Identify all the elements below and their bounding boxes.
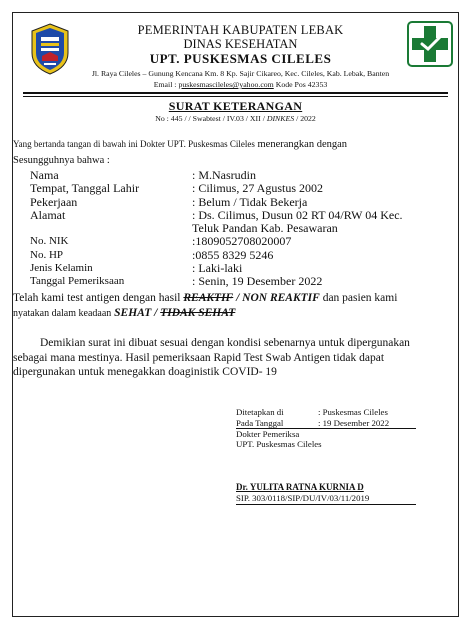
header-government: PEMERINTAH KABUPATEN LEBAK bbox=[137, 23, 344, 37]
field-value: : Belum / Tidak Bekerja bbox=[192, 194, 308, 209]
result-text-a: Telah kami test antigen dengan hasil bbox=[13, 292, 181, 304]
ditetapkan-value: : Puskesmas Cileles bbox=[318, 407, 388, 417]
header-address: Jl. Raya Cileles – Gunung Kencana Km. 8 Kp. Sajir Cikareo, Kec. Cileles, Kab. Lebak, Banten bbox=[91, 69, 390, 78]
field-label: Alamat bbox=[30, 207, 66, 222]
header-rule-thick bbox=[23, 92, 448, 94]
field-value: : Ds. Cilimus, Dusun 02 RT 04/RW 04 Kec. Teluk Pandan Kab. Pesawaran bbox=[192, 207, 403, 236]
sign-place: UPT. Puskesmas Cileles bbox=[236, 439, 322, 450]
field-label: Pekerjaan bbox=[30, 194, 78, 209]
number-dinkes: DINKES bbox=[266, 114, 295, 123]
postal-code: Kode Pos 42353 bbox=[275, 80, 328, 89]
header-unit: UPT. PUSKESMAS CILELES bbox=[149, 51, 332, 66]
field-label: Tanggal Pemeriksaan bbox=[30, 275, 125, 288]
tanggal-label: Pada Tanggal bbox=[236, 417, 284, 428]
sign-row bbox=[236, 482, 441, 493]
email-link[interactable]: puskesmascileles@yahoo.com bbox=[178, 80, 274, 89]
health-cross-icon bbox=[407, 21, 453, 67]
intro-part1: Yang bertanda tangan di bawah ini Dokter UPT. Puskesmas Cileles bbox=[13, 139, 255, 149]
tanggal-value: : 19 Desember 2022 bbox=[318, 417, 390, 428]
number-year: / 2022 bbox=[296, 114, 316, 123]
closing-paragraph: Demikian surat ini dibuat sesuai dengan kondisi sebenarnya untuk dipergunakan sebagai mana mestinya. Hasil pemeriksaan Rapid Test Swab Antigen tidak dapat dipergunakan untuk menegakkan doaginistik COVID- 19 bbox=[13, 337, 410, 378]
doctor-underline bbox=[236, 504, 416, 505]
email-label: Email : bbox=[153, 80, 177, 89]
field-label: Nama bbox=[30, 168, 59, 182]
intro-part2: menerangkan dengan bbox=[257, 139, 348, 150]
result-reaktif: REAKTIF bbox=[183, 292, 234, 304]
field-value: :0855 8329 5246 bbox=[192, 247, 274, 262]
result-text-d: nyatakan dalam keadaan bbox=[13, 308, 112, 319]
field-value: :1809052708020007 bbox=[192, 234, 292, 249]
sign-row bbox=[236, 493, 441, 504]
header-rule-thin bbox=[23, 96, 448, 97]
letter-page bbox=[12, 12, 459, 617]
result-sehat: SEHAT / bbox=[114, 307, 158, 319]
lebak-regency-emblem-icon bbox=[30, 23, 70, 75]
field-value: : M.Nasrudin bbox=[192, 168, 256, 182]
field-value: : Cilimus, 27 Agustus 2002 bbox=[192, 181, 324, 196]
ditetapkan-label: Ditetapkan di bbox=[236, 407, 284, 417]
field-value: : Senin, 19 Desember 2022 bbox=[192, 274, 323, 289]
field-label: Tempat, Tanggal Lahir bbox=[30, 181, 140, 196]
sign-row bbox=[236, 407, 441, 418]
doctor-sip: SIP. 303/0118/SIP/DU/IV/03/11/2019 bbox=[236, 492, 370, 503]
result-tidak-sehat: TIDAK SEHAT bbox=[160, 307, 236, 319]
result-non-reaktif: / NON REAKTIF bbox=[236, 292, 320, 304]
signature-space bbox=[236, 450, 441, 482]
result-paragraph bbox=[13, 291, 438, 321]
sign-row bbox=[236, 439, 441, 450]
header-contact bbox=[73, 80, 408, 89]
header-agency: DINAS KESEHATAN bbox=[183, 37, 298, 51]
field-label: Jenis Kelamin bbox=[30, 262, 93, 275]
field-label: No. NIK bbox=[30, 235, 69, 248]
signature-block bbox=[236, 407, 441, 504]
sign-role: Dokter Pemeriksa bbox=[236, 428, 300, 439]
sign-row bbox=[236, 429, 441, 440]
result-text-c: dan pasien kami bbox=[322, 292, 398, 304]
letter-number bbox=[13, 114, 458, 123]
number-prefix: No : 445 / / Swabtest / IV.03 / XII / bbox=[155, 114, 265, 123]
letter-title: SURAT KETERANGAN bbox=[168, 99, 303, 113]
intro-part3: Sesungguhnya bahwa : bbox=[13, 155, 110, 166]
intro-paragraph bbox=[13, 136, 433, 169]
field-label: No. HP bbox=[30, 248, 64, 261]
field-value: : Laki-laki bbox=[192, 261, 243, 276]
sign-row bbox=[236, 418, 441, 429]
doctor-name: Dr. YULITA RATNA KURNIA D bbox=[236, 482, 364, 493]
